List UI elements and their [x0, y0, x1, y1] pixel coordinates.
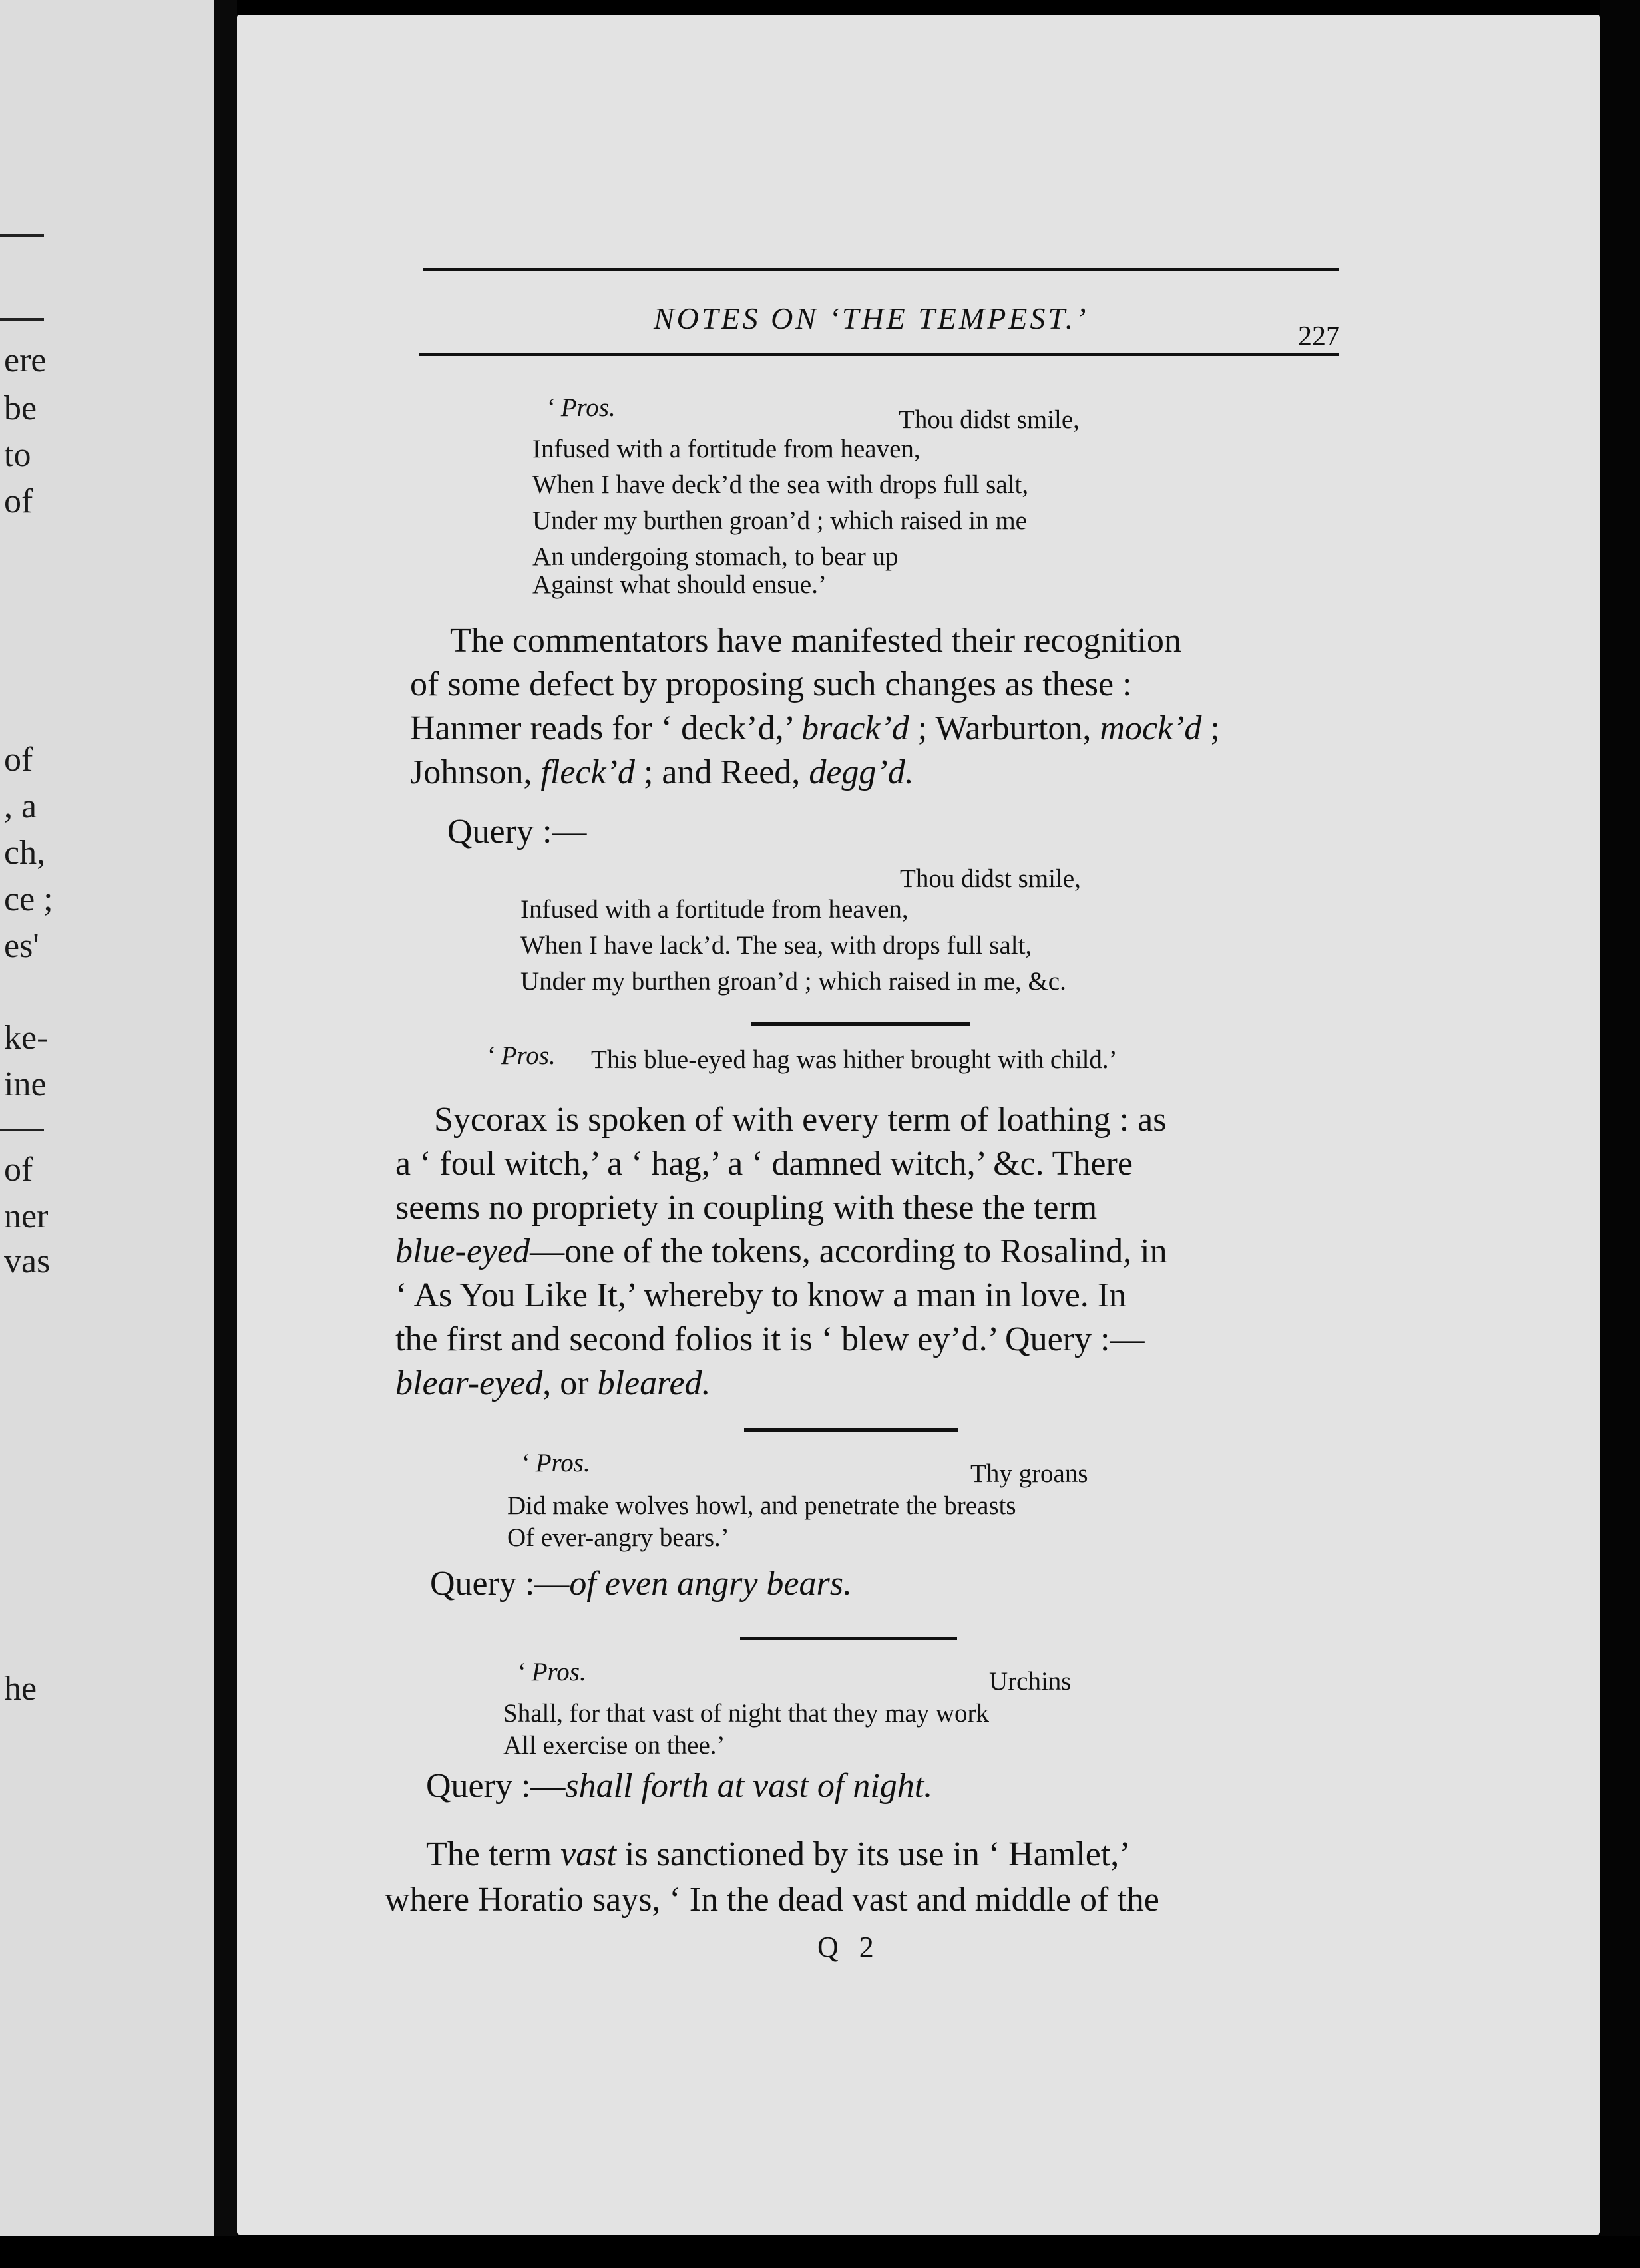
prose-line: Hanmer reads for ‘ deck’d,’ brack’d ; Warburton, mock’d ;: [410, 709, 1220, 747]
verse-cue: Thou didst smile,: [900, 864, 1081, 893]
verse-line: Of ever-angry bears.’: [507, 1523, 729, 1552]
left-page-edge: [0, 0, 214, 2236]
left-page-fragment: of: [4, 741, 33, 779]
speaker-label: ‘ Pros.: [520, 1449, 590, 1477]
left-page-fragment: ch,: [4, 834, 46, 872]
prose-line: the first and second folios it is ‘ blew ey’d.’ Query :—: [395, 1320, 1145, 1358]
verse-line: When I have deck’d the sea with drops full salt,: [532, 471, 1029, 499]
book-gutter: [214, 0, 237, 2268]
query-label: Query :—: [447, 813, 587, 850]
left-page-fragment: ine: [4, 1065, 47, 1103]
left-page-fragment: be: [4, 389, 37, 427]
scan-border: [1600, 0, 1640, 2268]
section-divider: [740, 1637, 957, 1640]
section-divider: [744, 1428, 958, 1432]
verse-line: Under my burthen groan’d ; which raised in me: [532, 506, 1027, 535]
prose-line: Johnson, fleck’d ; and Reed, degg’d.: [410, 753, 914, 791]
left-page-fragment: ke-: [4, 1019, 49, 1057]
header-bottom-rule: [419, 353, 1339, 356]
prose-line: seems no propriety in coupling with these the term: [395, 1189, 1098, 1227]
verse-line: This blue-eyed hag was hither brought with child.’: [591, 1045, 1118, 1074]
verse-line: Infused with a fortitude from heaven,: [520, 895, 909, 924]
verse-cue: Thy groans: [970, 1459, 1088, 1488]
speaker-label: ‘ Pros.: [486, 1041, 556, 1070]
verse-line: Under my burthen groan’d ; which raised in me, &c.: [520, 967, 1066, 996]
speaker-label: ‘ Pros.: [516, 1658, 586, 1686]
left-page-fragment: es': [4, 927, 39, 965]
left-page-fragment: , a: [4, 787, 37, 825]
verse-cue: Urchins: [989, 1667, 1072, 1696]
section-divider: [751, 1022, 970, 1026]
prose-line: blear-eyed, or bleared.: [395, 1364, 711, 1402]
left-page-rule: [0, 234, 44, 237]
prose-line: where Horatio says, ‘ In the dead vast and middle of the: [385, 1881, 1159, 1919]
speaker-label: ‘ Pros.: [546, 393, 616, 422]
prose-line: of some defect by proposing such changes as these :: [410, 665, 1132, 703]
verse-line: Infused with a fortitude from heaven,: [532, 435, 921, 463]
scan-border-bottom: [0, 2236, 1640, 2268]
prose-line: Sycorax is spoken of with every term of loathing : as: [434, 1101, 1167, 1139]
query-line: Query :—shall forth at vast of night.: [426, 1767, 933, 1805]
left-page-fragment: ere: [4, 341, 47, 379]
prose-line: The term vast is sanctioned by its use in ‘ Hamlet,’: [426, 1835, 1131, 1873]
left-page-fragment: to: [4, 436, 31, 474]
prose-line: ‘ As You Like It,’ whereby to know a man in love. In: [395, 1276, 1127, 1314]
left-page-fragment: of: [4, 1151, 33, 1189]
prose-line: blue-eyed—one of the tokens, according to Rosalind, in: [395, 1232, 1167, 1270]
verse-line: Against what should ensue.’: [532, 570, 827, 599]
header-top-rule: [423, 268, 1339, 271]
left-page-fragment: of: [4, 482, 33, 520]
signature-mark: Q 2: [817, 1931, 881, 1963]
prose-line: The commentators have manifested their recognition: [450, 622, 1181, 660]
left-page-fragment: ner: [4, 1197, 49, 1235]
verse-cue: Thou didst smile,: [899, 405, 1080, 434]
query-line: Query :—of even angry bears.: [430, 1565, 852, 1603]
verse-line: Did make wolves howl, and penetrate the breasts: [507, 1491, 1016, 1520]
page-number: 227: [1298, 321, 1340, 352]
verse-line: Shall, for that vast of night that they may work: [503, 1699, 990, 1728]
running-title: NOTES ON ‘THE TEMPEST.’: [654, 301, 1089, 335]
left-page-rule: [0, 318, 44, 321]
verse-line: When I have lack’d. The sea, with drops full salt,: [520, 931, 1032, 960]
left-page-rule: [0, 1129, 44, 1131]
left-page-fragment: ce ;: [4, 880, 53, 918]
left-page-fragment: he: [4, 1670, 37, 1708]
verse-line: All exercise on thee.’: [503, 1731, 725, 1760]
verse-line: An undergoing stomach, to bear up: [532, 542, 899, 571]
prose-line: a ‘ foul witch,’ a ‘ hag,’ a ‘ damned witch,’ &c. There: [395, 1145, 1133, 1183]
left-page-fragment: vas: [4, 1242, 51, 1280]
